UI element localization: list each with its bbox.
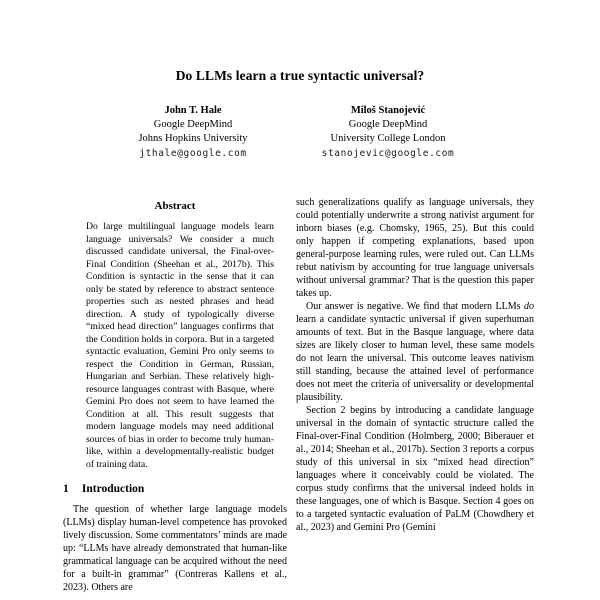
author-affiliation: Google DeepMind bbox=[348, 119, 428, 130]
body-paragraph-answer bbox=[296, 300, 534, 404]
author-affiliation: Google DeepMind bbox=[153, 119, 233, 130]
author-name: John T. Hale bbox=[164, 105, 222, 116]
paragraph-text: learn a candidate syntactic universal if given superhuman amounts of text. But in the Basque language, where data sizes are likely closer to human level, these same models do not learn the universal. This outcome leaves nativism still standing, because the attained level of performance does not meet the criteria of universality or developmental plausibility. bbox=[296, 314, 534, 403]
right-column bbox=[296, 196, 534, 600]
intro-paragraph: The question of whether large language models (LLMs) display human-level competence has provoked lively discussion. Some commentators’ minds are made up: “LLMs have already demonstrated that human-like grammatical language can be acquired without the need for a built-in grammar” (Contreras Kallens et al., 2023). Others are bbox=[63, 504, 287, 593]
section-heading-introduction bbox=[63, 483, 287, 495]
left-column bbox=[63, 196, 287, 600]
author-affiliation: Johns Hopkins University bbox=[138, 133, 248, 144]
section-number: 1 bbox=[63, 483, 69, 495]
author-email: jthale@google.com bbox=[139, 148, 247, 159]
author-block-1 bbox=[93, 104, 293, 161]
abstract-heading: Abstract bbox=[154, 200, 196, 212]
author-name: Miloš Stanojević bbox=[350, 105, 426, 116]
section-title: Introduction bbox=[81, 483, 145, 495]
abstract-text: Do large multilingual language models learn language universals? We consider a much discussed candidate universal, the Final-over-Final Condition (Sheehan et al., 2017b). This Condition is syntactic in the sense that it can only be stated by reference to abstract sentence properties such as nested phrases and head direction. A study of typologically diverse “mixed head direction” languages confirms that the Condition holds in corpora. But in a targeted syntactic evaluation, Gemini Pro only seems to respect the Condition in German, Russian, Hungarian and Serbian. These relatively high-resource languages contrast with Basque, where Gemini Pro does not seem to have learned the Condition at all. This result suggests that modern language models may need additional sources of bias in order to become truly human-like, within a developmentally-realistic budget of training data. bbox=[86, 221, 274, 470]
emphasized-word: do bbox=[524, 301, 534, 312]
author-affiliation: University College London bbox=[330, 133, 446, 144]
author-block-2 bbox=[288, 104, 488, 161]
body-paragraph-outline: Section 2 begins by introducing a candidate language universal in the domain of syntactic structure called the Final-over-Final Condition (Holmberg, 2000; Biberauer et al., 2014; Sheehan et al., 2017b). Section 3 reports a corpus study of this universal in six “mixed head direction” languages where it conceivably could be violated. The corpus study confirms that the universal indeed holds in these languages, one of which is Basque. Section 4 goes on to a targeted syntactic evaluation of PaLM (Chowdhery et al., 2023) and Gemini Pro (Gemini bbox=[296, 405, 534, 533]
author-email: stanojevic@google.com bbox=[321, 148, 455, 159]
body-paragraph-continuation: such generalizations qualify as language universals, they could potentially underwrite a strong nativist argument for inborn biases (e.g. Chomsky, 1965, 25). But this could only happen if competing explanations, based upon general-purpose learning rules, were ruled out. Can LLMs rebut nativism by accounting for true language universals without universal grammar? That is the question this paper takes up. bbox=[296, 197, 534, 299]
paper-title: Do LLMs learn a true syntactic universal? bbox=[175, 68, 425, 83]
paragraph-text: Our answer is negative. We find that modern LLMs bbox=[306, 301, 524, 312]
